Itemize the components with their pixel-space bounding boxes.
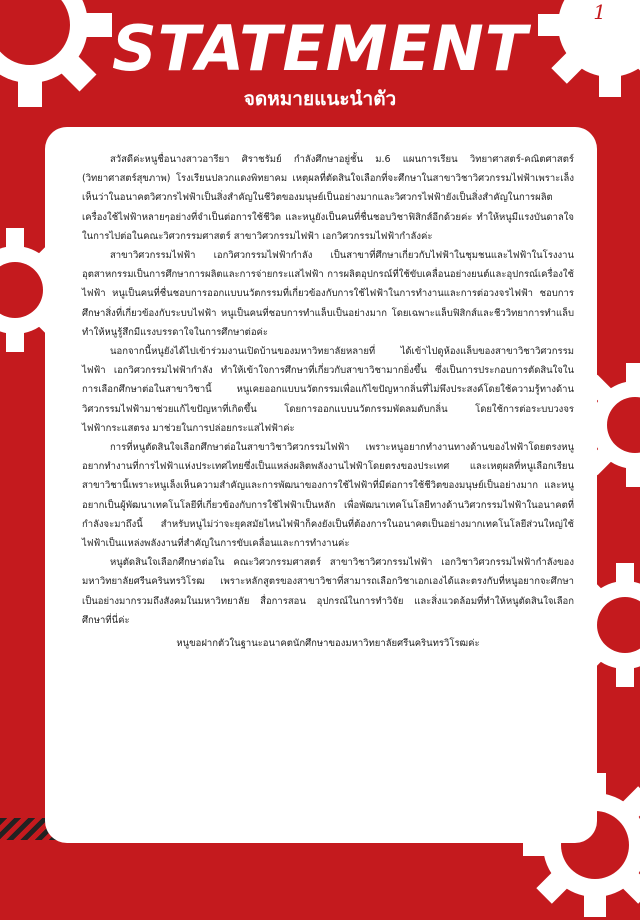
page-number: 1 bbox=[593, 0, 606, 24]
paragraph: การที่หนูตัดสินใจเลือกศึกษาต่อในสาขาวิชาวิศวกรรมไฟฟ้า เพราะหนูอยากทำงานทางด้านของไฟฟ้าโดยตรงหนูอยากทำงานที่การไฟฟ้าแห่งประเทศไทยซึ่งเป็นแหล่งผลิตพลังงานไฟฟ้าโดยตรงของประเทศ และเหตุผลที่หนูเลือกเรียนสาขาวิชานี้เพราะหนูเล็งเห็นความสำคัญและการพัฒนาของการใช้ไฟฟ้าที่มีต่อการใช้ชีวิตของมนุษย์เป็นอย่างมาก และหนูอยากเป็นผู้พัฒนาเทคโนโลยีที่เกี่ยวข้องกับการใช้ไฟฟ้าเป็นหลัก เพื่อพัฒนาเทคโนโลยีทางด้านวิศวกรรมไฟฟ้าในอนาคตที่กำลังจะมาถึงนี้ สำหรับหนูไม่ว่าจะยุคสมัยไหนไฟฟ้าก็คงยังเป็นที่ต้องการในอนาคตเป็นอย่างมากเทคโนโลยีส่วนใหญ่ใช้ไฟฟ้าเป็นแหล่งพลังงานที่สำคัญในการขับเคลื่อนและการทำงานค่ะ bbox=[82, 438, 574, 553]
paragraph: นอกจากนี้หนูยังได้ไปเข้าร่วมงานเปิดบ้านของมหาวิทยาลัยหลายที่ ได้เข้าไปดูห้องแล็บของสาขาวิชาวิศวกรรมไฟฟ้า เอกวิศวกรรมไฟฟ้ากำลัง ทำให้เข้าใจการศึกษาที่เกี่ยวกับสาขาวิชามากยิ่งขึ้น ซึ่งเป็นการประกอบการตัดสินใจในการเลือกศึกษาต่อในสาขาวิชานี้ หนูเคยออกแบบนวัตกรรมเพื่อแก้ไขปัญหากลิ่นที่ไม่พึงประสงค์โดยใช้ความรู้ทางด้านวิศวกรรมไฟฟ้ามาช่วยแก้ไขปัญหาที่เกิดขึ้น โดยการออกแบบนวัตกรรมพัดลมดับกลิ่น โดยใช้การต่อระบบวงจรไฟฟ้ากระแสตรง มาช่วยในการปล่อยกระแสไฟฟ้าค่ะ bbox=[82, 342, 574, 438]
letter-body bbox=[82, 150, 574, 653]
closing-line: หนูขอฝากตัวในฐานะอนาคตนักศึกษาของมหาวิทยาลัยศรีนครินทรวิโรฒค่ะ bbox=[82, 634, 574, 653]
paragraph: หนูตัดสินใจเลือกศึกษาต่อใน คณะวิศวกรรมศาสตร์ สาขาวิชาวิศวกรรมไฟฟ้า เอกวิชาวิศวกรรมไฟฟ้ากำลังของมหาวิทยาลัยศรีนครินทรวิโรฒ เพราะหลักสูตรของสาขาวิชาที่สามารถเลือกวิชาเอกเองได้และตรงกับที่หนูอยากจะศึกษาเป็นอย่างมากรวมถึงสังคมในมหาวิทยาลัย สื่อการสอน อุปกรณ์ในการทำวิจัย และสิ่งแวดล้อมที่ทำให้หนูตัดสินใจเลือกศึกษาที่นี่ค่ะ bbox=[82, 553, 574, 630]
paragraph: สาขาวิศวกรรมไฟฟ้า เอกวิศวกรรมไฟฟ้ากำลัง เป็นสาขาที่ศึกษาเกี่ยวกับไฟฟ้าในชุมชนและไฟฟ้าในโรงงานอุตสาหกรรมเป็นการศึกษาการผลิตและการจ่ายกระแสไฟฟ้า การผลิตอุปกรณ์ที่ใช้ขับเคลื่อนอย่างยนต์และอุปกรณ์เครื่องใช้ไฟฟ้า หนูเป็นคนที่ชื่นชอบการออกแบบนวัตกรรมที่เกี่ยวข้องกับการใช้ไฟฟ้าในการทำงานและการต่อวงจรไฟฟ้า ชอบการศึกษาสิ่งที่เกี่ยวข้องกับระบบไฟฟ้า หนูเป็นคนที่ชอบการทำแล็บเป็นอย่างมาก โดยเฉพาะแล็บฟิสิกส์และชีววิทยาการทำแล็บทำให้หนูรู้สึกมีแรงบรรดาใจในการศึกษาต่อค่ะ bbox=[82, 246, 574, 342]
paragraph: สวัสดีค่ะหนูชื่อนางสาวอารียา ศิราชรัมย์ กำลังศึกษาอยู่ชั้น ม.6 แผนการเรียน วิทยาศาสตร์-คณิตศาสตร์ (วิทยาศาสตร์สุขภาพ) โรงเรียนปลวกแดงพิทยาคม เหตุผลที่ตัดสินใจเลือกที่จะศึกษาในสาขาวิชาวิศวกรรมไฟฟ้าเพราะเล็งเห็นว่าในอนาคตวิศวกรไฟฟ้าเป็นสิ่งสำคัญในชีวิตของมนุษย์เป็นอย่างมากและวิศวกรไฟฟ้ายังเป็นสิ่งสำคัญในการผลิตเครื่องใช้ไฟฟ้าหลายๆอย่างที่จำเป็นต่อการใช้ชีวิต และหนูยังเป็นคนที่ชื่นชอบวิชาฟิสิกส์อีกด้วยค่ะ ทำให้หนูมีแรงบันดาลใจในการไปต่อในคณะวิศวกรรมศาสตร์ สาขาวิศวกรรมไฟฟ้า เอกวิศวกรรมไฟฟ้ากำลังค่ะ bbox=[82, 150, 574, 246]
page-subtitle: จดหมายแนะนำตัว bbox=[0, 86, 640, 112]
page-title: STATEMENT bbox=[0, 12, 640, 86]
